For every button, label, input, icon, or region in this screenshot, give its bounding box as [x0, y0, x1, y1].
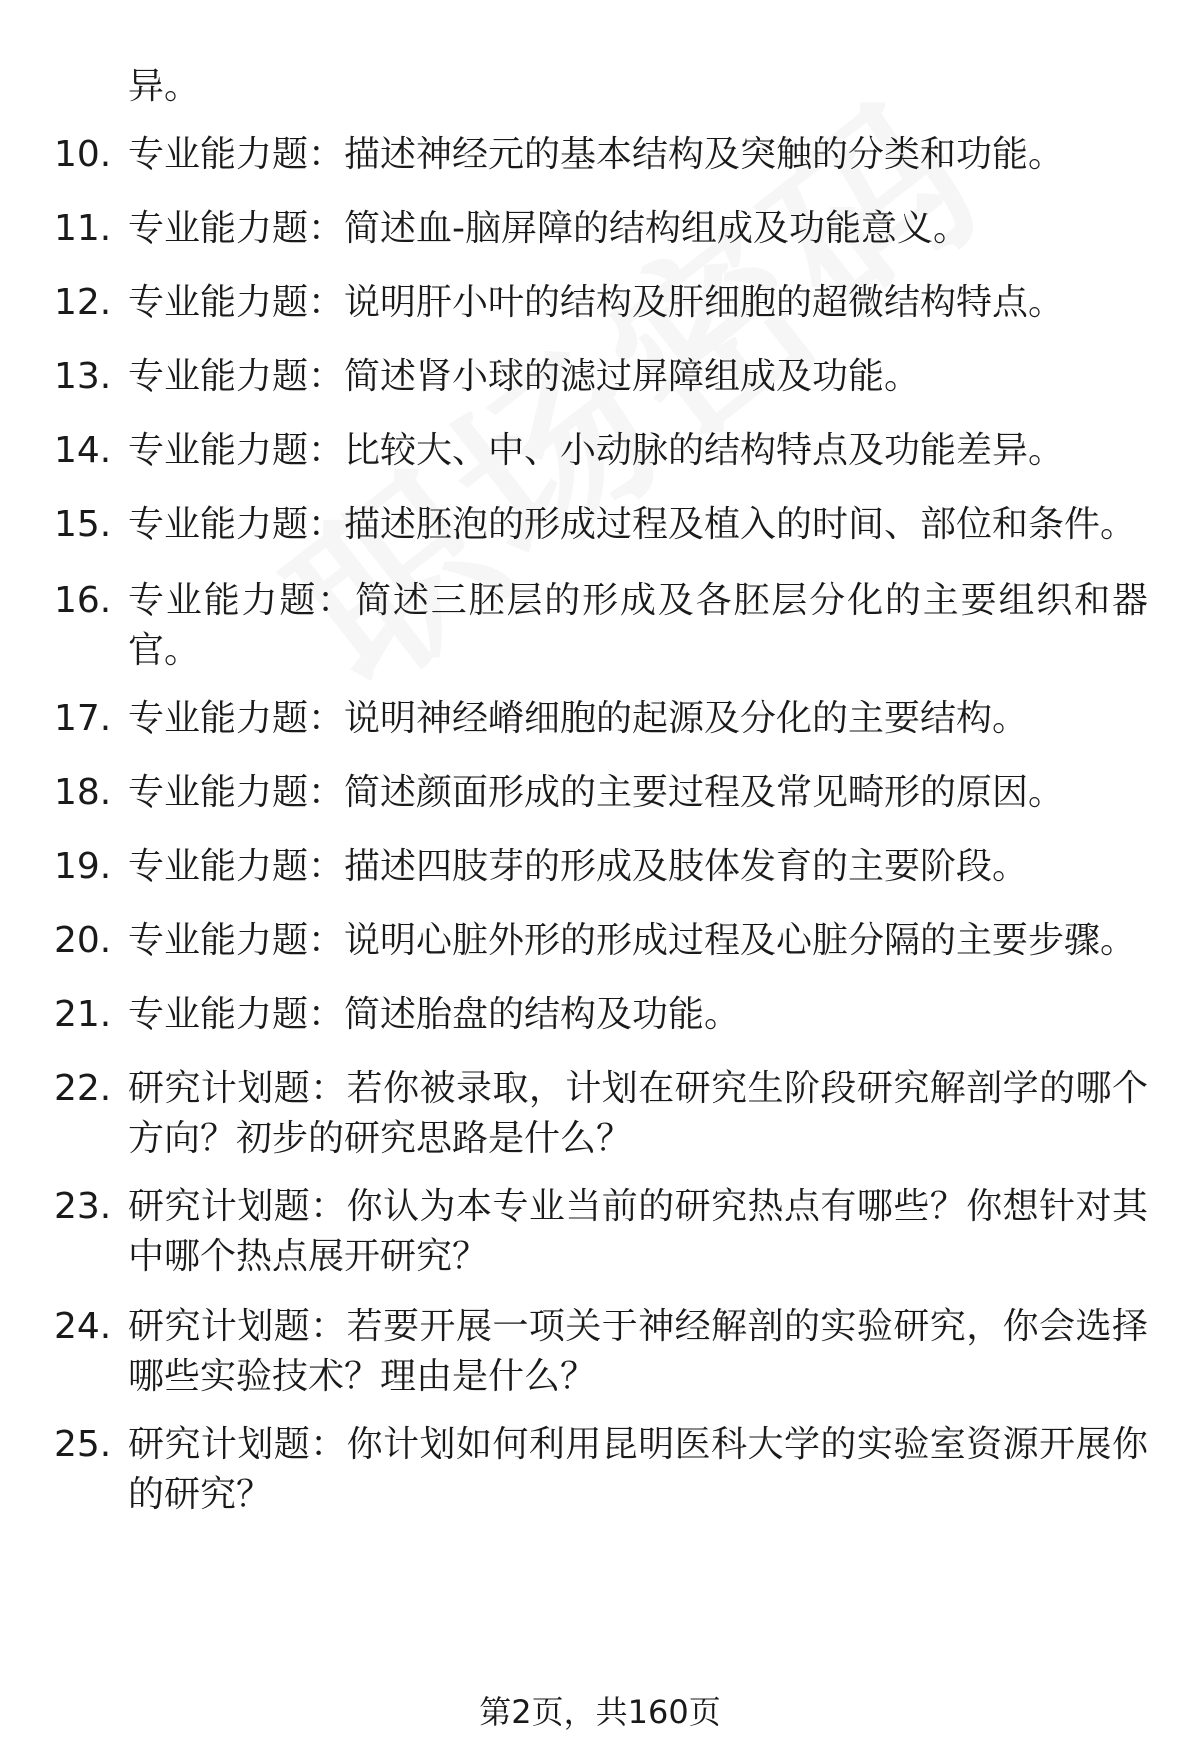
question-number: 21.	[54, 994, 112, 1035]
question-text: 专业能力题：描述神经元的基本结构及突触的分类和功能。	[128, 134, 1065, 175]
question-text: 研究计划题：你认为本专业当前的研究热点有哪些？你想针对其中哪个热点展开研究？	[128, 1186, 1148, 1277]
question-text: 专业能力题：简述颜面形成的主要过程及常见畸形的原因。	[128, 772, 1065, 813]
question-text: 研究计划题：若你被录取，计划在研究生阶段研究解剖学的哪个方向？初步的研究思路是什么？	[128, 1068, 1148, 1159]
question-number: 18.	[54, 772, 112, 813]
question-number: 12.	[54, 282, 112, 323]
question-text: 专业能力题：说明肝小叶的结构及肝细胞的超微结构特点。	[128, 282, 1065, 323]
question-number: 17.	[54, 698, 112, 739]
question-number: 16.	[54, 580, 112, 621]
question-text: 专业能力题：描述四肢芽的形成及肢体发育的主要阶段。	[128, 846, 1029, 887]
question-number: 22.	[54, 1068, 112, 1109]
page-footer: 第2页，共160页	[479, 1693, 721, 1731]
question-number: 10.	[54, 134, 112, 175]
question-number: 24.	[54, 1306, 112, 1347]
question-number: 25.	[54, 1424, 112, 1465]
question-text: 专业能力题：说明神经嵴细胞的起源及分化的主要结构。	[128, 698, 1029, 739]
continuation-text: 异。	[128, 66, 201, 107]
question-text: 研究计划题：你计划如何利用昆明医科大学的实验室资源开展你的研究？	[128, 1424, 1148, 1515]
question-text: 专业能力题：简述肾小球的滤过屏障组成及功能。	[128, 356, 921, 397]
question-number: 14.	[54, 430, 112, 471]
question-number: 23.	[54, 1186, 112, 1227]
question-text: 专业能力题：简述三胚层的形成及各胚层分化的主要组织和器官。	[128, 580, 1148, 671]
question-number: 15.	[54, 504, 112, 545]
question-text: 专业能力题：简述胎盘的结构及功能。	[128, 994, 741, 1035]
question-text: 专业能力题：简述血-脑屏障的结构组成及功能意义。	[128, 208, 969, 249]
question-text: 专业能力题：比较大、中、小动脉的结构特点及功能差异。	[128, 430, 1065, 471]
question-text: 专业能力题：描述胚泡的形成过程及植入的时间、部位和条件。	[128, 504, 1137, 545]
question-number: 13.	[54, 356, 112, 397]
question-text: 研究计划题：若要开展一项关于神经解剖的实验研究，你会选择哪些实验技术？理由是什么？	[128, 1306, 1148, 1397]
question-number: 19.	[54, 846, 112, 887]
question-number: 11.	[54, 208, 112, 249]
question-text: 专业能力题：说明心脏外形的形成过程及心脏分隔的主要步骤。	[128, 920, 1137, 961]
question-number: 20.	[54, 920, 112, 961]
